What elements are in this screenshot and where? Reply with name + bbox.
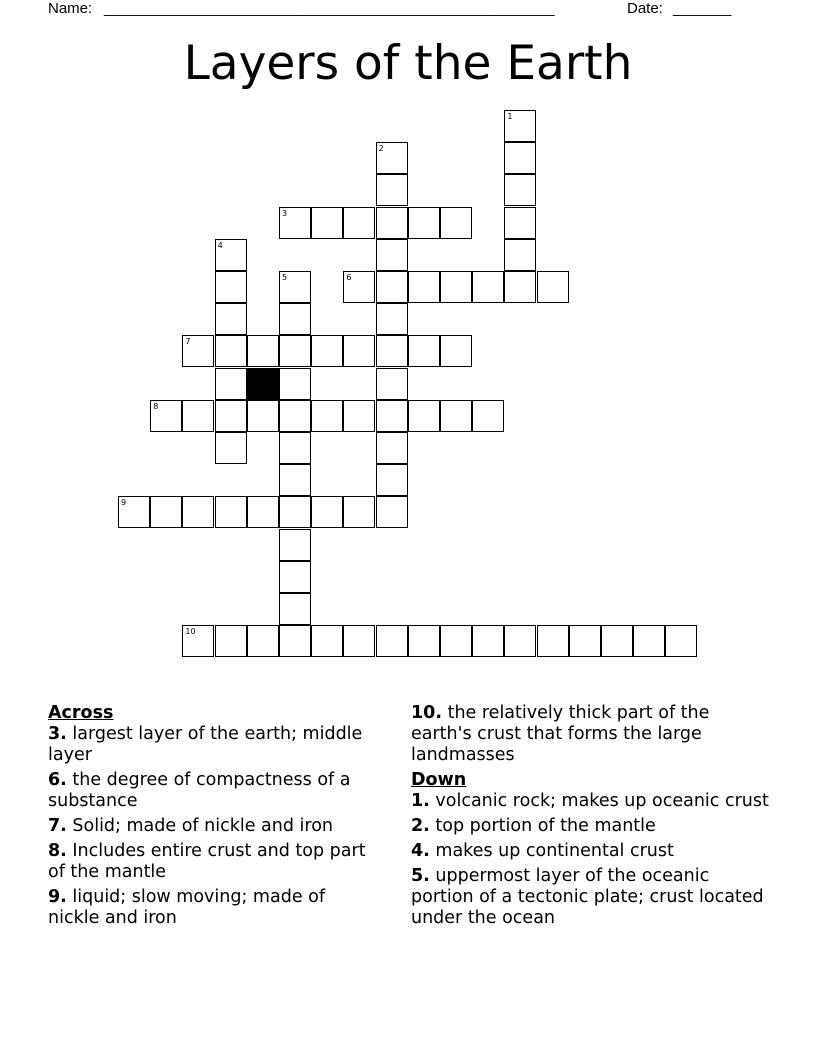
clue-item-text: makes up continental crust (429, 841, 674, 861)
crossword-cell[interactable] (440, 207, 472, 239)
crossword-cell[interactable] (665, 625, 697, 657)
crossword-cell[interactable] (408, 271, 440, 303)
crossword-cell[interactable] (215, 303, 247, 335)
clue-number: 7 (185, 337, 191, 347)
clue-item-text: largest layer of the earth; middle layer (48, 724, 363, 765)
crossword-cell[interactable] (343, 496, 375, 528)
crossword-cell[interactable] (376, 142, 408, 174)
crossword-cell[interactable] (247, 496, 279, 528)
crossword-cell[interactable] (343, 271, 375, 303)
clue-item-number: 1. (411, 791, 430, 811)
crossword-cell[interactable] (376, 207, 408, 239)
clue-number: 8 (153, 401, 159, 411)
crossword-cell[interactable] (376, 464, 408, 496)
crossword-cell[interactable] (182, 625, 214, 657)
crossword-cell[interactable] (440, 335, 472, 367)
crossword-cell[interactable] (472, 271, 504, 303)
clue-item (48, 724, 378, 766)
clue-number: 4 (217, 240, 223, 250)
clue-item (411, 866, 771, 929)
crossword-cell[interactable] (376, 335, 408, 367)
crossword-cell[interactable] (279, 207, 311, 239)
clue-item-text: the degree of compactness of a substance (48, 770, 351, 811)
crossword-cell[interactable] (279, 271, 311, 303)
crossword-cell[interactable] (504, 110, 536, 142)
crossword-cell[interactable] (440, 271, 472, 303)
clue-column-right (411, 703, 771, 933)
crossword-cell[interactable] (215, 400, 247, 432)
crossword-cell[interactable] (408, 400, 440, 432)
crossword-cell[interactable] (118, 496, 150, 528)
crossword-cell[interactable] (182, 496, 214, 528)
crossword-cell[interactable] (504, 625, 536, 657)
crossword-cell[interactable] (279, 593, 311, 625)
crossword-cell[interactable] (343, 625, 375, 657)
crossword-cell[interactable] (311, 400, 343, 432)
crossword-cell[interactable] (408, 335, 440, 367)
clue-item-number: 10. (411, 703, 443, 723)
crossword-cell[interactable] (247, 625, 279, 657)
crossword-cell[interactable] (279, 625, 311, 657)
crossword-cell[interactable] (247, 400, 279, 432)
crossword-cell[interactable] (376, 239, 408, 271)
clue-column-left (48, 703, 378, 933)
clue-number: 1 (507, 112, 513, 121)
crossword-cell[interactable] (376, 496, 408, 528)
crossword-cell[interactable] (279, 303, 311, 335)
crossword-cell[interactable] (408, 207, 440, 239)
clue-item-text: top portion of the mantle (429, 816, 656, 836)
crossword-cell[interactable] (376, 271, 408, 303)
crossword-cell[interactable] (150, 496, 182, 528)
crossword-cell[interactable] (279, 464, 311, 496)
clue-item-number: 5. (411, 866, 430, 886)
date-line[interactable]: _______ (673, 0, 732, 17)
name-label: Name: (48, 0, 93, 17)
crossword-cell[interactable] (279, 496, 311, 528)
crossword-cell[interactable] (311, 207, 343, 239)
date-label: Date: (627, 0, 663, 17)
black-cell (247, 368, 279, 400)
clue-number: 6 (346, 273, 352, 282)
clue-item (411, 816, 771, 837)
crossword-cell[interactable] (182, 335, 214, 367)
crossword-cell[interactable] (311, 496, 343, 528)
crossword-cell[interactable] (537, 625, 569, 657)
crossword-cell[interactable] (376, 368, 408, 400)
clue-number: 10 (185, 627, 196, 637)
crossword-cell[interactable] (504, 271, 536, 303)
clue-item-number: 8. (48, 841, 67, 861)
clue-item (411, 791, 771, 812)
name-line[interactable]: ______________________________________________________ (104, 0, 555, 17)
crossword-cell[interactable] (504, 207, 536, 239)
clue-item-text: volcanic rock; makes up oceanic crust (429, 791, 769, 811)
crossword-cell[interactable] (343, 335, 375, 367)
crossword-cell[interactable] (504, 239, 536, 271)
crossword-cell[interactable] (279, 368, 311, 400)
crossword-cell[interactable] (408, 625, 440, 657)
crossword-cell[interactable] (376, 625, 408, 657)
crossword-cell[interactable] (279, 432, 311, 464)
crossword-cell[interactable] (150, 400, 182, 432)
crossword-cell[interactable] (633, 625, 665, 657)
clue-item-text: Includes entire crust and top part of the mantle (48, 841, 366, 882)
crossword-cell[interactable] (215, 496, 247, 528)
clue-item-number: 3. (48, 724, 67, 744)
crossword-cell[interactable] (537, 271, 569, 303)
crossword-cell[interactable] (279, 529, 311, 561)
clue-item (411, 841, 771, 862)
clue-number: 2 (378, 144, 384, 154)
crossword-cell[interactable] (279, 335, 311, 367)
clue-item-text: Solid; made of nickle and iron (66, 816, 333, 836)
clue-item (48, 816, 378, 837)
crossword-cell[interactable] (569, 625, 601, 657)
crossword-cell[interactable] (215, 239, 247, 271)
clue-item-number: 9. (48, 887, 67, 907)
crossword-cell[interactable] (247, 335, 279, 367)
clue-item-text: liquid; slow moving; made of nickle and iron (48, 887, 326, 928)
crossword-cell[interactable] (279, 561, 311, 593)
crossword-cell[interactable] (376, 400, 408, 432)
clue-item (48, 770, 378, 812)
clue-item-number: 2. (411, 816, 430, 836)
clue-heading-across: Across (48, 703, 114, 723)
crossword-cell[interactable] (215, 335, 247, 367)
crossword-cell[interactable] (215, 625, 247, 657)
clue-item (48, 841, 378, 883)
crossword-cell[interactable] (376, 432, 408, 464)
crossword-cell[interactable] (215, 271, 247, 303)
crossword-cell[interactable] (215, 368, 247, 400)
clue-item (48, 887, 378, 929)
clue-number: 3 (282, 208, 288, 218)
clue-heading-down: Down (411, 770, 467, 790)
clue-number: 9 (121, 498, 127, 508)
clue-item-number: 6. (48, 770, 67, 790)
clue-item-text: uppermost layer of the oceanic portion of a tectonic plate; crust located under the ocean (411, 866, 764, 928)
crossword-cell[interactable] (215, 432, 247, 464)
crossword-cell[interactable] (182, 400, 214, 432)
crossword-cell[interactable] (504, 142, 536, 174)
clue-item (411, 703, 771, 766)
crossword-cell[interactable] (440, 400, 472, 432)
crossword-cell[interactable] (311, 335, 343, 367)
crossword-cell[interactable] (343, 400, 375, 432)
crossword-cell[interactable] (376, 303, 408, 335)
crossword-cell[interactable] (440, 625, 472, 657)
clue-number: 5 (282, 273, 288, 282)
crossword-cell[interactable] (279, 400, 311, 432)
crossword-cell[interactable] (472, 400, 504, 432)
crossword-cell[interactable] (472, 625, 504, 657)
crossword-cell[interactable] (343, 207, 375, 239)
crossword-cell[interactable] (311, 625, 343, 657)
crossword-cell[interactable] (376, 174, 408, 206)
crossword-cell[interactable] (504, 174, 536, 206)
clue-item-number: 4. (411, 841, 430, 861)
crossword-cell[interactable] (601, 625, 633, 657)
clue-item-text: the relatively thick part of the earth's crust that forms the large landmasses (411, 703, 710, 765)
clue-item-number: 7. (48, 816, 67, 836)
page-title: Layers of the Earth (183, 36, 633, 91)
